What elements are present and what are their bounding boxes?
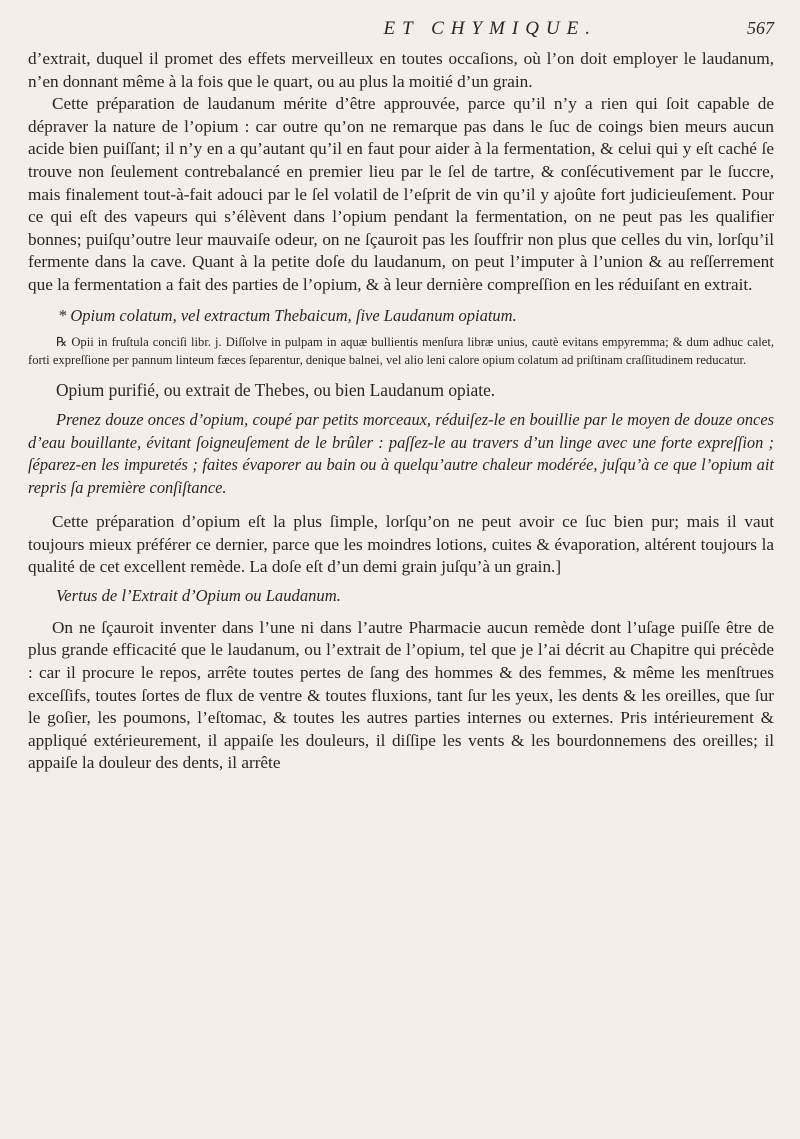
section-heading-vertus: Vertus de l’Extrait d’Opium ou Laudanum.: [56, 585, 341, 605]
running-title: ET CHYMIQUE.: [383, 18, 597, 39]
paragraph-preparation-note: Cette préparation d’opium eſt la plus ſimple, lorſqu’on ne peut avoir ce ſuc bien pur; mais il vaut toujours mieux préférer ce dernier, parce que les moindres lotions, cuites & évaporation, altérent toujours la qualité de cet excellent remède. La doſe eſt d’un demi grain juſqu’à un grain.]: [28, 511, 774, 577]
running-head: [28, 18, 774, 46]
footnote-title: * Opium colatum, vel extractum Thebaicum, ſive Laudanum opiatum.: [58, 305, 517, 325]
paragraph-laudanum-approval: Cette préparation de laudanum mérite d’être approuvée, parce qu’il n’y a rien qui ſoit capable de dépraver la nature de l’opium : car outre qu’on ne remarque pas dans le ſuc de coings bien meurs aucun acide bien puiſſant; il n’y en a qu’autant qu’il en faut pour aider à la fermentation, & celui qui y eſt caché ſe trouve non ſeulement contrebalancé en premier lieu par le ſel de tartre, & conſécutivement par le ſuccre, mais finalement tout-à-fait adouci par le ſel volatil de l’eſprit de vin qu’il y ajoûte fort judicieuſement. Pour ce qui eſt des vapeurs qui s’élèvent dans l’opium pendant la fermentation, on ne peut pas les qualifier bonnes; puiſqu’outre leur mauvaiſe odeur, on ne ſçauroit pas les ſouffrir non plus que celles du vin, lorſqu’il fermente dans la cave. Quant à la petite doſe du laudanum, on peut l’imputer à l’union & au reſſerrement que la fermentation a fait des parties de l’opium, & à leur dernière compreſſion en les réduiſant en extrait.: [28, 94, 774, 294]
french-recipe: Prenez douze onces d’opium, coupé par petits morceaux, réduiſez-le en bouillie par le moyen de douze onces d’eau bouillante, évitant ſoigneuſement de le brûler : paſſez-le au travers d’un linge avec une forte expreſſion ; ſéparez-en les impuretés ; faites évaporer au bain ou à quelqu’autre chaleur modérée, juſqu’à ce que l’opium ait repris ſa première conſiſtance.: [28, 410, 774, 497]
latin-recipe: ℞ Opii in fruſtula conciſi libr. j. Diſſolve in pulpam in aquæ bullientis menſura libræ unius, cautè evitans empyremma; & dum adhuc calet, forti expreſſione per pannum linteum fæces ſeparentur, denique balnei, vel alio leni calore opium colatum ad priſtinam craſſitudinem reducatur.: [28, 334, 774, 367]
page-number: 567: [747, 18, 774, 38]
section-heading-opium-purifie: Opium purifié, ou extrait de Thebes, ou bien Laudanum opiate.: [56, 380, 496, 401]
paragraph-virtues: On ne ſçauroit inventer dans l’une ni dans l’autre Pharmacie aucun remède dont l’uſage puiſſe être de plus grande efficacité que le laudanum, ou l’extrait de l’opium, tel que je l’ai décrit au Chapitre qui précède : car il procure le repos, arrête toutes pertes de ſang des hommes & des femmes, & même les menſtrues exceſſifs, toutes ſortes de flux de ventre & toutes fluxions, tant ſur les yeux, les dents & les oreilles, que ſur le goſier, les poumons, l’eſtomac, & toutes les autres parties internes ou externes. Pris intérieurement & appliqué extérieurement, il appaiſe les douleurs, il diſſipe les vents & les bourdonnemens des oreilles; il appaiſe la douleur des dents, il arrête: [28, 617, 774, 773]
paragraph-continuation: d’extrait, duquel il promet des effets merveilleux en toutes occaſions, où l’on doit employer le laudanum, n’en donnant même à la fois que le quart, ou au plus la moitié d’un grain.: [28, 49, 774, 91]
